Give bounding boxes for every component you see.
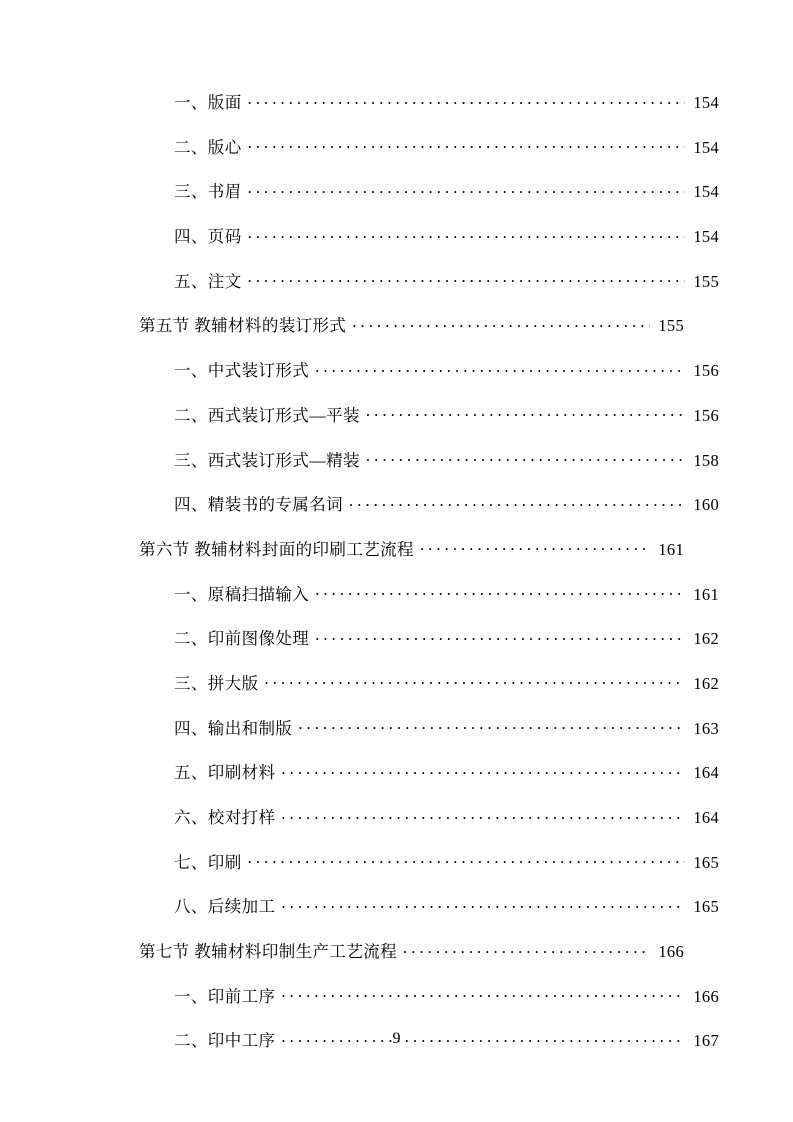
- toc-entry-title: 四、输出和制版: [174, 718, 293, 738]
- toc-entry-page-number: 155: [658, 316, 684, 336]
- toc-entry-title: 五、注文: [174, 271, 242, 291]
- toc-leader-dots: [420, 539, 650, 555]
- toc-leader-dots: [281, 762, 685, 778]
- toc-entry[interactable]: [139, 852, 719, 872]
- toc-leader-dots: [315, 584, 685, 600]
- toc-entry[interactable]: [139, 405, 719, 425]
- toc-entry[interactable]: [139, 628, 719, 648]
- toc-entry-page-number: 162: [693, 673, 719, 693]
- toc-entry-title: 八、后续加工: [174, 897, 276, 917]
- toc-leader-dots: [265, 673, 686, 689]
- toc-leader-dots: [281, 807, 685, 823]
- toc-leader-dots: [281, 896, 685, 912]
- toc-leader-dots: [248, 271, 685, 287]
- table-of-contents: [139, 92, 719, 1075]
- toc-entry[interactable]: [139, 494, 719, 514]
- toc-entry-page-number: 160: [693, 495, 719, 515]
- toc-entry-title: 二、印中工序: [174, 1031, 276, 1051]
- toc-entry-title: 四、精装书的专属名词: [174, 495, 343, 515]
- toc-entry-title: 三、拼大版: [174, 673, 259, 693]
- toc-leader-dots: [366, 450, 685, 466]
- toc-entry-title: 第五节 教辅材料的装订形式: [139, 316, 347, 336]
- toc-entry[interactable]: [139, 226, 719, 246]
- toc-entry-page-number: 164: [693, 808, 719, 827]
- toc-leader-dots: [248, 92, 685, 108]
- page-folio: 9: [392, 1030, 401, 1047]
- toc-entry-title: 二、版心: [174, 137, 242, 157]
- toc-entry-title: 第七节 教辅材料印制生产工艺流程: [139, 942, 398, 962]
- toc-leader-dots: [248, 226, 685, 242]
- toc-entry-page-number: 154: [693, 227, 719, 247]
- toc-entry[interactable]: [139, 271, 719, 291]
- toc-entry[interactable]: [139, 92, 719, 112]
- toc-entry-page-number: 158: [693, 450, 719, 470]
- toc-leader-dots: [248, 181, 685, 197]
- toc-entry[interactable]: [139, 539, 684, 559]
- toc-entry[interactable]: [139, 673, 719, 693]
- toc-entry-title: 三、书眉: [174, 182, 242, 202]
- toc-entry[interactable]: [139, 315, 684, 335]
- toc-entry-page-number: 161: [693, 584, 719, 604]
- toc-entry-page-number: 166: [658, 942, 684, 962]
- toc-leader-dots: [315, 628, 685, 644]
- toc-leader-dots: [366, 405, 685, 421]
- toc-leader-dots: [352, 315, 650, 331]
- toc-entry[interactable]: [139, 941, 684, 961]
- toc-entry-page-number: 166: [693, 986, 719, 1006]
- toc-entry-title: 一、版面: [174, 93, 242, 112]
- toc-leader-dots: [349, 494, 685, 510]
- toc-entry[interactable]: [139, 181, 719, 201]
- toc-entry-page-number: 156: [693, 361, 719, 381]
- toc-entry-page-number: 165: [693, 897, 719, 917]
- toc-entry-title: 一、原稿扫描输入: [174, 584, 310, 604]
- toc-entry-page-number: 156: [693, 405, 719, 425]
- toc-leader-dots: [248, 137, 685, 153]
- toc-entry-page-number: 154: [693, 93, 719, 112]
- toc-entry[interactable]: [139, 762, 719, 782]
- toc-entry-title: 七、印刷: [174, 852, 242, 872]
- toc-entry[interactable]: [139, 807, 719, 827]
- toc-entry-title: 一、印前工序: [174, 986, 276, 1006]
- toc-entry-page-number: 154: [693, 137, 719, 157]
- toc-entry[interactable]: [139, 896, 719, 916]
- toc-entry-title: 五、印刷材料: [174, 763, 276, 783]
- toc-entry-title: 二、西式装订形式—平装: [174, 405, 360, 425]
- toc-entry-page-number: 161: [658, 539, 684, 559]
- toc-entry[interactable]: [139, 584, 719, 604]
- toc-entry-title: 第六节 教辅材料封面的印刷工艺流程: [139, 539, 414, 559]
- toc-leader-dots: [315, 360, 685, 376]
- toc-entry-page-number: 154: [693, 182, 719, 202]
- toc-entry[interactable]: [139, 986, 719, 1006]
- toc-entry[interactable]: [139, 360, 719, 380]
- toc-entry-page-number: 162: [693, 629, 719, 649]
- toc-entry[interactable]: [139, 718, 719, 738]
- toc-entry-page-number: 163: [693, 718, 719, 738]
- toc-entry-title: 二、印前图像处理: [174, 629, 310, 649]
- toc-leader-dots: [403, 941, 650, 957]
- toc-entry[interactable]: [139, 137, 719, 157]
- toc-entry-page-number: 164: [693, 763, 719, 783]
- toc-entry-title: 三、西式装订形式—精装: [174, 450, 360, 470]
- toc-leader-dots: [248, 852, 685, 868]
- toc-leader-dots: [298, 718, 685, 734]
- toc-leader-dots: [281, 986, 685, 1002]
- toc-entry[interactable]: [139, 450, 719, 470]
- toc-entry-page-number: 165: [693, 852, 719, 872]
- toc-entry-title: 六、校对打样: [174, 808, 276, 827]
- toc-entry-page-number: 167: [693, 1031, 719, 1051]
- toc-entry-title: 四、页码: [174, 227, 242, 247]
- toc-entry-title: 一、中式装订形式: [174, 361, 310, 381]
- toc-entry-page-number: 155: [693, 271, 719, 291]
